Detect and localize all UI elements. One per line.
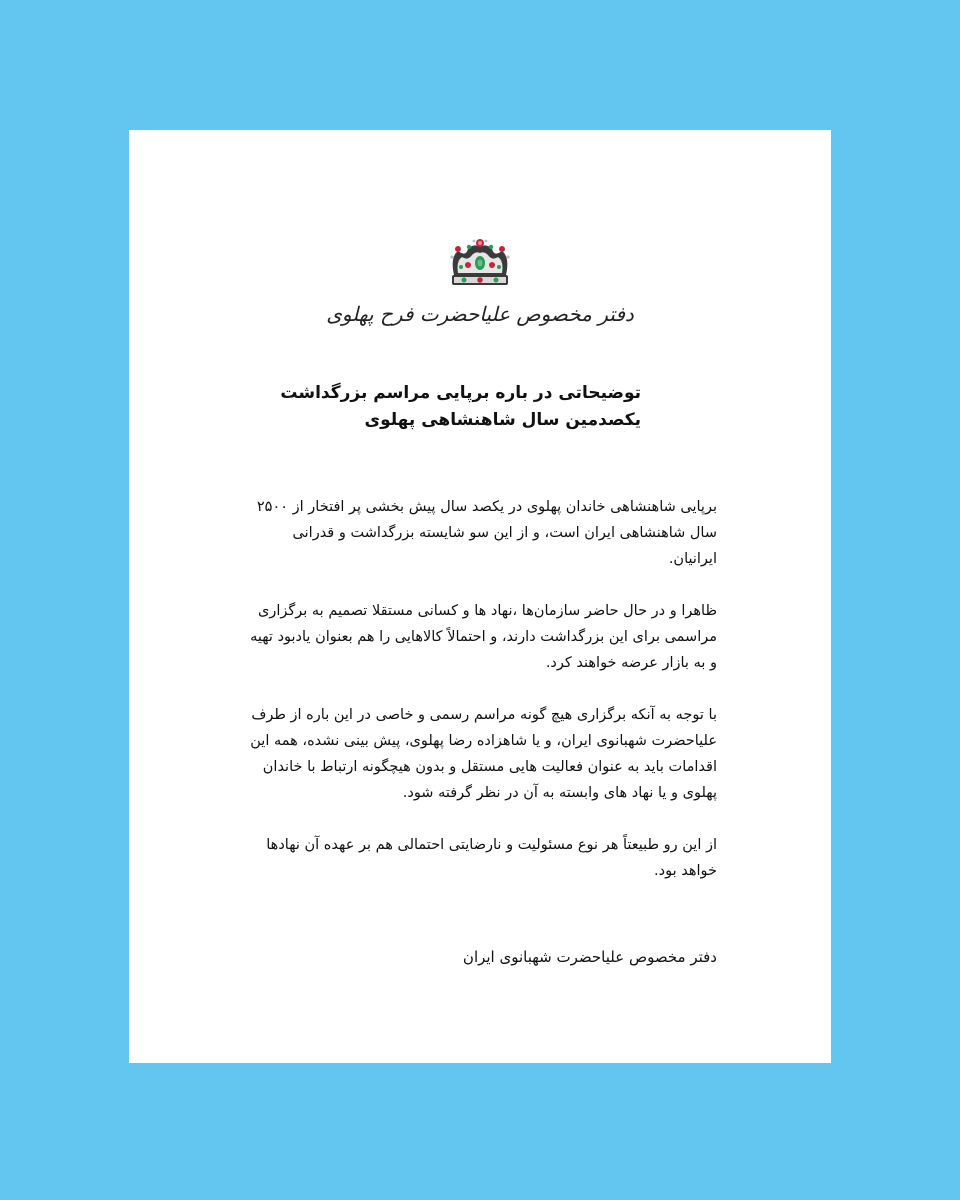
document-title — [229, 380, 641, 434]
title-line-2: یکصدمین سال شاهنشاهی پهلوی — [364, 410, 641, 430]
paragraph-1: برپایی شاهنشاهی خاندان پهلوی در یکصد سال پیش بخشی پر افتخار از ۲۵۰۰ سال شاهنشاهی ایران است، و از این سو شایسته بزرگداشت و قدرانی ایرانیان. — [256, 499, 717, 567]
crown-emblem-icon — [444, 235, 516, 291]
paragraph-3: با توجه به آنکه برگزاری هیچ گونه مراسم رسمی و خاصی در این باره از طرف علیاحضرت شهبانوی ایران، و یا شاهزاده رضا پهلوی، پیش بینی نشده، همه این اقدامات باید به عنوان فعالیت هایی مستقل و بدون هیچگونه ارتباط با خاندان پهلوی و یا نهاد های وابسته به آن در نظر گرفته شود. — [250, 707, 717, 801]
letter-body — [247, 494, 717, 910]
paragraph-4: از این رو طبیعتاً هر نوع مسئولیت و نارضایتی احتمالی هم بر عهده آن نهادها خواهد بود. — [266, 837, 717, 879]
signature: دفتر مخصوص علیاحضرت شهبانوی ایران — [462, 948, 717, 966]
letter-page — [129, 130, 831, 1063]
title-line-1: توضیحاتی در باره برپایی مراسم بزرگداشت — [280, 383, 641, 403]
paragraph-2: ظاهرا و در حال حاضر سازمان‌ها ،نهاد ها و کسانی مستقلا تصمیم به برگزاری مراسمی برای این بزرگداشت دارند، و احتمالاً کالاهایی را هم بعنوان یادبود تهیه و به بازار عرضه خواهند کرد. — [250, 603, 717, 671]
office-name: دفتر مخصوص علیاحضرت فرح پهلوی — [326, 302, 634, 326]
